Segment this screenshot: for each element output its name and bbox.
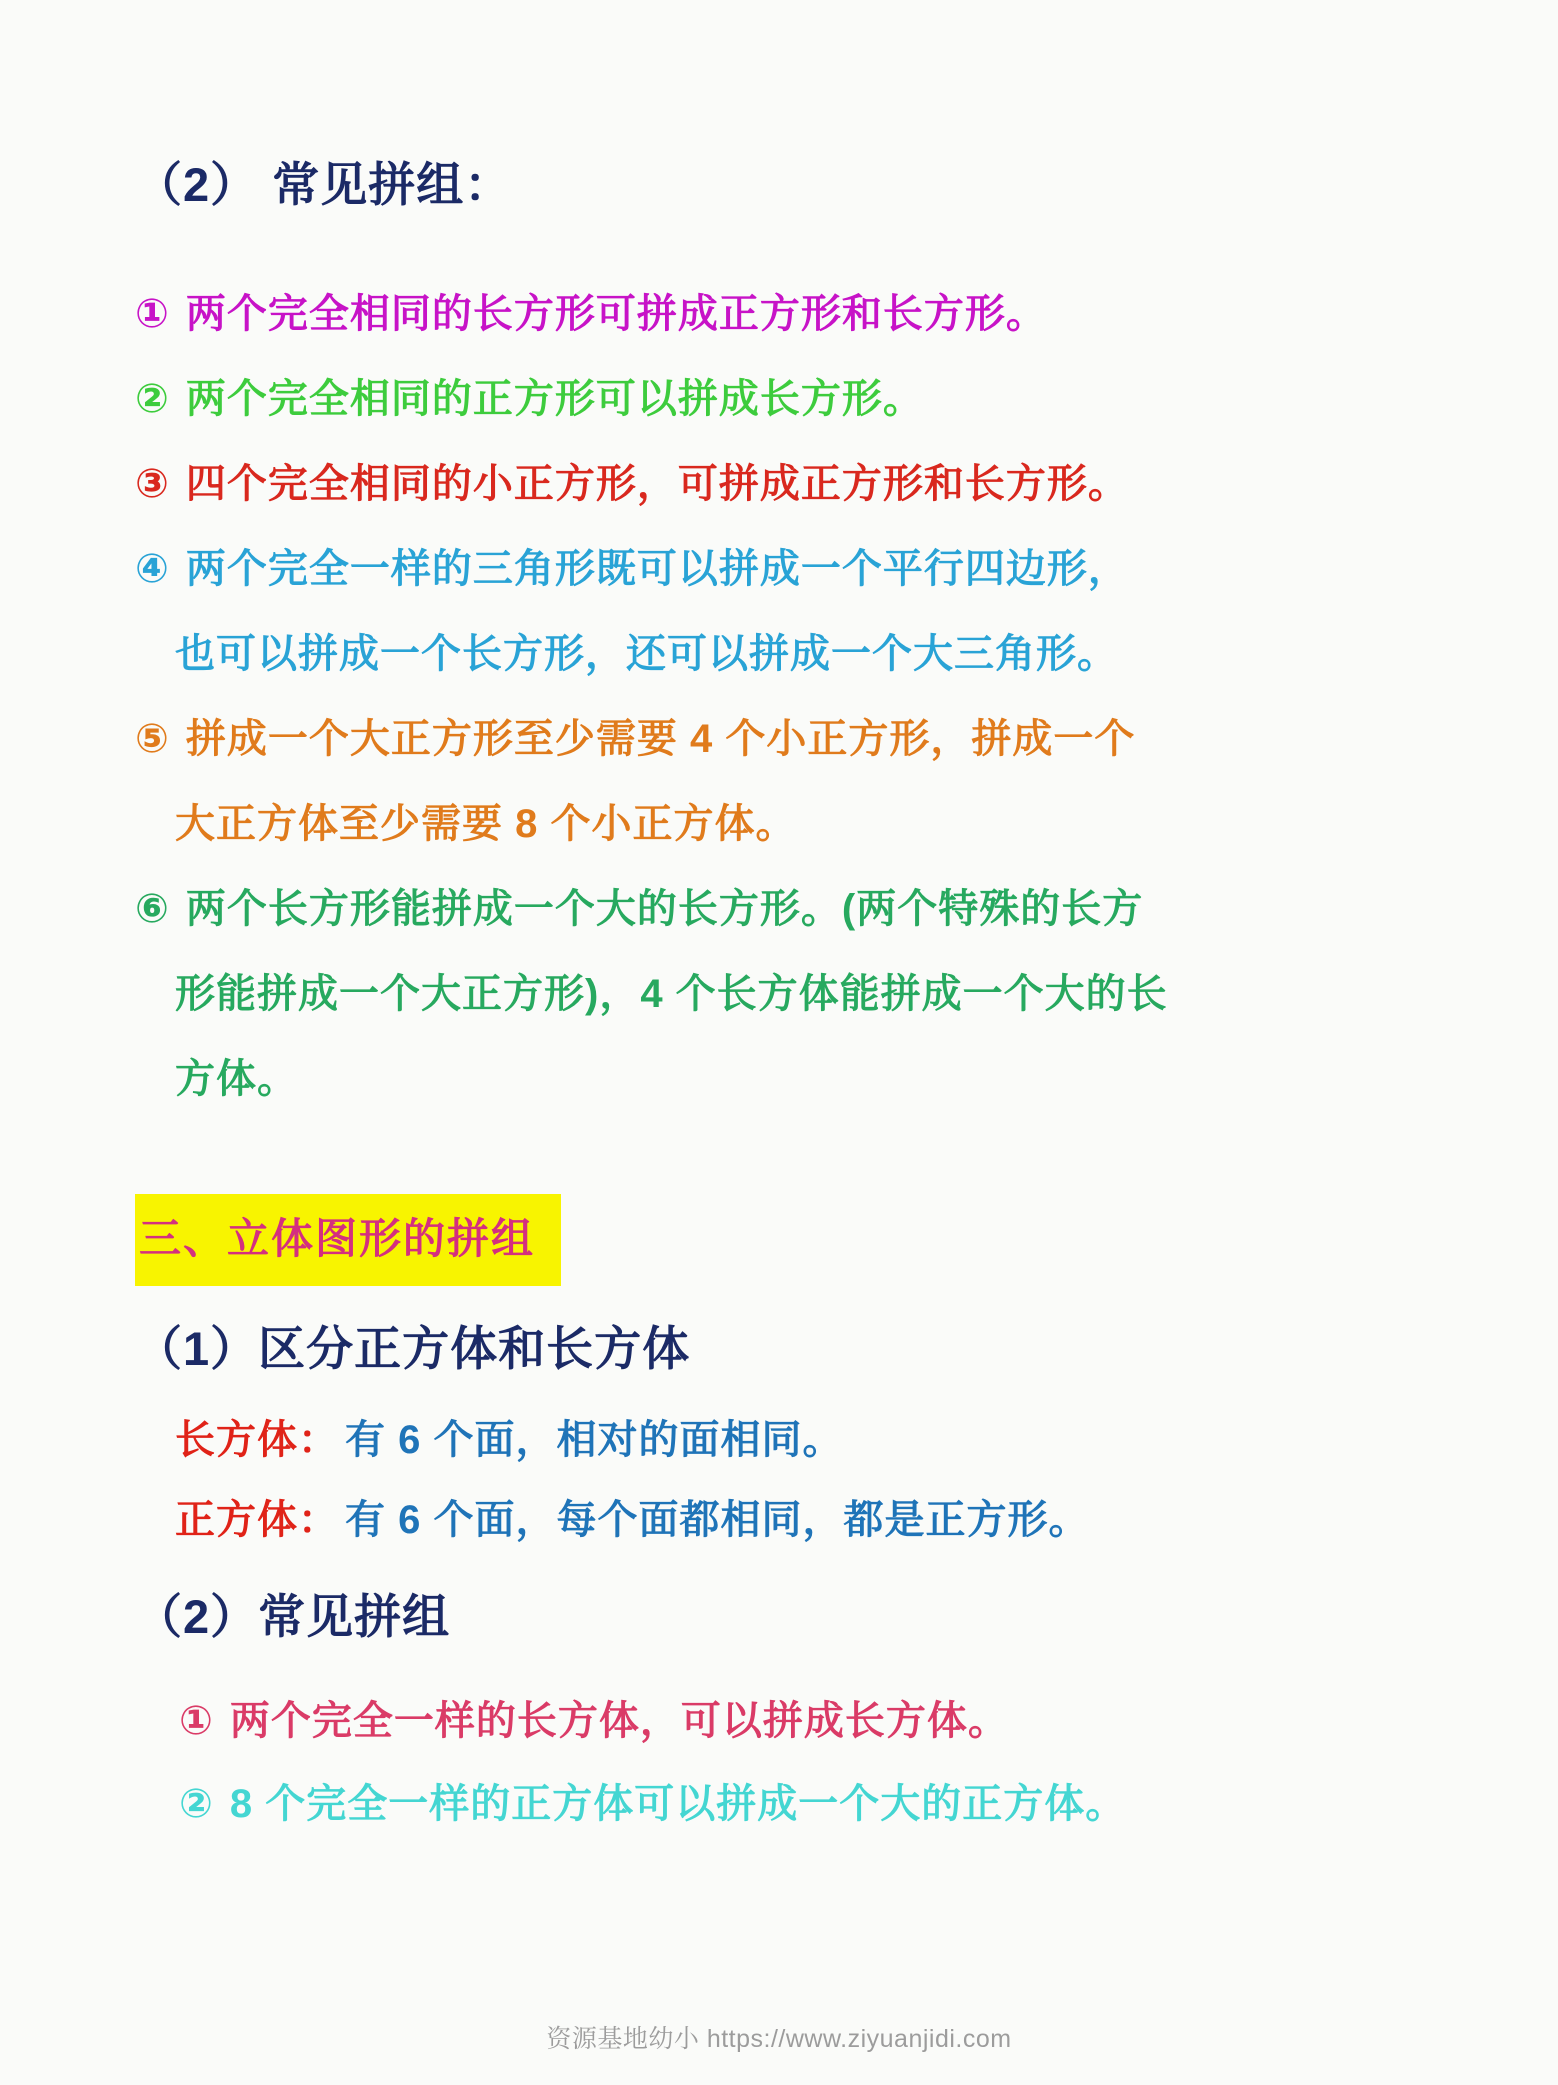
circled-number: ⑥ [135, 887, 170, 931]
list-item [135, 697, 1438, 867]
circled-number: ④ [135, 547, 170, 591]
list-item-text: 两个完全相同的正方形可以拼成长方形。 [185, 377, 924, 421]
list-item [135, 357, 1438, 442]
definition-desc: 有 6 个面，每个面都相同，都是正方形。 [345, 1498, 1090, 1542]
list-3d-combinations [135, 1680, 1438, 1846]
list-item-text: 8 个完全一样的正方体可以拼成一个大的正方体。 [229, 1782, 1127, 1826]
list-item-text: 四个完全相同的小正方形，可拼成正方形和长方形。 [185, 462, 1129, 506]
circled-number: ⑤ [135, 717, 170, 761]
section-heading-3d-wrap [135, 1194, 1438, 1286]
list-item-text: 两个完全相同的长方形可拼成正方形和长方形。 [185, 292, 1047, 336]
heading-distinguish-cube-cuboid: （1）区分正方体和长方体 [135, 1322, 691, 1375]
list-item [135, 442, 1438, 527]
circled-number: ① [179, 1699, 214, 1743]
heading-common-combinations-3d: （2）常见拼组 [135, 1590, 451, 1643]
list-item-text: 拼成一个大正方形至少需要 4 个小正方形，拼成一个 [185, 717, 1136, 761]
list-item-text: 形能拼成一个大正方形)，4 个长方体能拼成一个大的长 [175, 972, 1168, 1016]
list-item [135, 272, 1438, 357]
circled-number: ③ [135, 462, 170, 506]
list-item-text: 两个完全一样的长方体，可以拼成长方体。 [229, 1699, 1009, 1743]
list-item-text: 也可以拼成一个长方形，还可以拼成一个大三角形。 [175, 632, 1118, 676]
list-item-text: 大正方体至少需要 8 个小正方体。 [175, 802, 797, 846]
circled-number: ① [135, 292, 170, 336]
circled-number: ② [135, 377, 170, 421]
definition-cube [175, 1480, 1438, 1560]
list-item [135, 527, 1438, 697]
list-item-text: 两个长方形能拼成一个大的长方形。(两个特殊的长方 [185, 887, 1144, 931]
section-heading-3d-highlighted: 三、立体图形的拼组 [135, 1194, 561, 1286]
list-item-text: 方体。 [175, 1057, 298, 1101]
definition-desc: 有 6 个面，相对的面相同。 [345, 1418, 844, 1462]
list-item [135, 867, 1438, 1122]
list-item [179, 1680, 1438, 1763]
definition-term: 长方体： [175, 1418, 339, 1462]
list-2d-combinations [135, 272, 1438, 1122]
circled-number: ② [179, 1782, 214, 1826]
definition-list [135, 1400, 1438, 1560]
heading-common-combinations-2d: （2） 常见拼组： [135, 158, 513, 211]
watermark-footer: 资源基地幼小 https://www.ziyuanjidi.com [546, 2025, 1012, 2053]
definition-term: 正方体： [175, 1498, 339, 1542]
definition-cuboid [175, 1400, 1438, 1480]
list-item-text: 两个完全一样的三角形既可以拼成一个平行四边形， [185, 547, 1129, 591]
list-item [179, 1763, 1438, 1846]
